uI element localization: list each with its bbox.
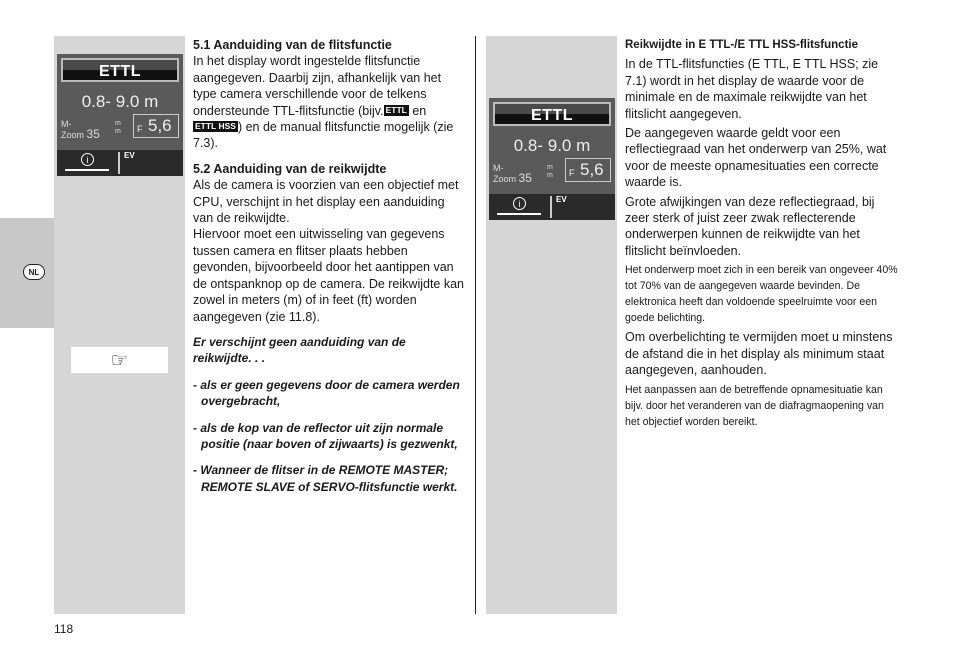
display-aperture: F 5,6 (133, 114, 179, 138)
display-mode-title: ETTL (493, 102, 611, 126)
note-hand-box (71, 347, 168, 373)
info-icon: i (513, 197, 526, 210)
ev-label: EV (124, 151, 135, 160)
display-zoom-label: M- Zoom 35 (61, 119, 100, 141)
section-heading-5-1: 5.1 Aanduiding van de flitsfunctie (193, 38, 392, 52)
paragraph: In het display wordt ingestelde flitsfunctie aangegeven. Daarbij zijn, afhankelijk van het type camera verschillende voor de telkens ondersteunde TTL-flitsfunctie (bijv. ETTL en ETTL HSS ) en de manual flitsfunctie mogelijk (zie 7.3). (193, 54, 454, 151)
paragraph: In de TTL-flitsfuncties (E TTL, E TTL HSS; zie 7.1) wordt in het display de waarde voor de minimale en de maximale reikwijdte van het flitslicht aangegeven. (625, 57, 879, 121)
paragraph: De aangegeven waarde geldt voor een reflectiegraad van het onderwerp van 25%, wat voor de meeste opnamesituaties een correcte waarde is. (625, 126, 887, 190)
column-divider (475, 36, 476, 614)
pointing-hand-icon: ☞ (110, 348, 129, 372)
small-paragraph: Het onderwerp moet zich in een bereik van ongeveer 40% tot 70% van de aangegeven waarde bevinden. De elektronica heeft dan voldoende speelruimte voor een goede belichting. (625, 264, 898, 325)
flash-display-left (57, 54, 183, 176)
display-mm-unit: m m (547, 164, 553, 179)
paragraph: Grote afwijkingen van deze reflectiegraad, bij zeer sterk of juist zeer zwak reflecterende onderwerpen kunnen de reikwijdte van het flitslicht beïnvloeden. (625, 194, 875, 258)
display-range: 0.8- 9.0 m (81, 92, 159, 111)
paragraph: Om overbelichting te vermijden moet u minstens de afstand die in het display als minimum staat aangegeven, aanhouden. (625, 330, 893, 378)
display-mm-unit: m m (115, 120, 121, 135)
display-range: 0.8- 9.0 m (513, 136, 591, 155)
language-badge: NL (23, 264, 45, 280)
info-icon: i (81, 153, 94, 166)
display-mode-title: ETTL (61, 58, 179, 82)
text-column-2 (625, 37, 899, 430)
paragraph: Hiervoor moet een uitwisseling van gegevens tussen camera en flitser plaats hebben gevonden, bijvoorbeeld door het aantippen van de ontspanknop op de camera. De reikwijdte kan zowel in meters (m) of in feet (ft) worden aangegeven (zie 11.8). (193, 227, 464, 324)
display-zoom-label: M- Zoom 35 (493, 163, 532, 185)
page-number: 118 (54, 622, 74, 636)
note-item: - als de kop van de reflector uit zijn normale positie (naar boven of zijwaarts) is gezwenkt, (193, 420, 458, 451)
note-item: - als er geen gegevens door de camera werden overgebracht, (193, 377, 460, 409)
note-intro: Er verschijnt geen aanduiding van de reikwijdte. . . (193, 334, 406, 366)
paragraph: Als de camera is voorzien van een objectief met CPU, verschijnt in het display een aanduiding van de reikwijdte. (193, 178, 459, 226)
ettl-chip: ETTL (385, 104, 407, 115)
text-column-1 (193, 37, 465, 495)
display-bottom-bar (57, 150, 183, 176)
display-aperture: F 5,6 (565, 158, 611, 182)
note-item: - Wanneer de flitser in de REMOTE MASTER; REMOTE SLAVE of SERVO-flitsfunctie werkt. (193, 463, 458, 494)
section-heading-5-2: 5.2 Aanduiding van de reikwijdte (193, 161, 387, 176)
display-bottom-bar (489, 194, 615, 220)
section-heading-reikwijdte: Reikwijdte in E TTL-/E TTL HSS-flitsfunctie (625, 39, 858, 51)
small-paragraph: Het aanpassen aan de betreffende opnamesituatie kan bijv. door het veranderen van de diafragmaopening van het objectief worden bereikt. (625, 383, 884, 428)
flash-display-right (489, 98, 615, 220)
ettl-hss-chip: ETTL HSS (195, 121, 236, 132)
ev-label: EV (556, 195, 567, 204)
